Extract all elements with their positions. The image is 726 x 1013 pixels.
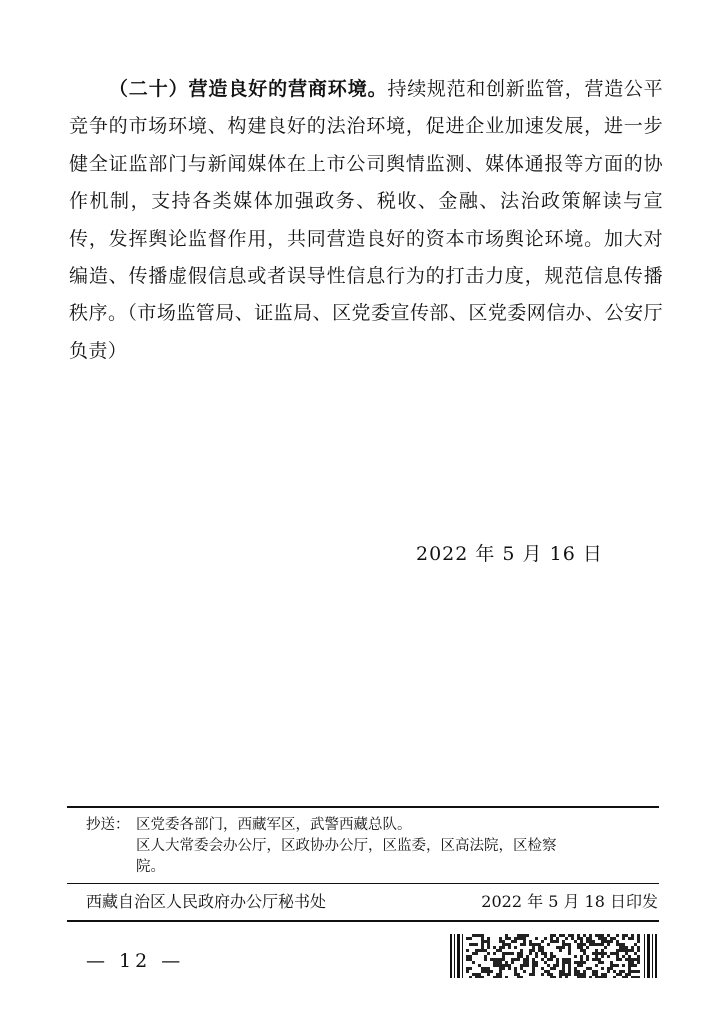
cc-label: 抄送： — [86, 817, 130, 833]
barcode-right-bars — [644, 934, 657, 978]
barcode-left-bars — [450, 934, 463, 978]
cc-line-1: 区党委各部门，西藏军区，武警西藏总队。 — [136, 817, 412, 833]
section-content: 持续规范和创新监管，营造公平竞争的市场环境、构建良好的法治环境，促进企业加速发展，进一步健全证监部门与新闻媒体在上市公司舆情监测、媒体通报等方面的协作机制，支持各类媒体加强政务、税收、金融、法治政策解读与宣传，发挥舆论监督作用，共同营造良好的资本市场舆论环境。加大对编造、传播虚假信息或者误导性信息行为的打击力度，规范信息传播秩序。（市场监管局、证监局、区党委宣传部、区党委网信办、公安厅负责） — [69, 78, 663, 362]
barcode-icon — [450, 934, 657, 978]
page-number: — 12 — — [86, 950, 185, 972]
print-date: 2022 年 5 月 18 日印发 — [481, 892, 658, 911]
cc-line-2: 区人大常委会办公厅，区政协办公厅，区监委，区高法院，区检察 — [136, 838, 557, 854]
cc-line-3: 院。 — [136, 859, 165, 875]
divider-top — [67, 806, 659, 808]
divider-middle — [67, 883, 659, 884]
barcode-pattern — [466, 934, 640, 978]
divider-bottom — [67, 920, 659, 922]
issuer-office: 西藏自治区人民政府办公厅秘书处 — [86, 892, 327, 911]
signature-date: 2022 年 5 月 16 日 — [416, 543, 603, 565]
body-text — [69, 71, 663, 370]
section-paragraph — [69, 71, 663, 370]
section-heading: （二十）营造良好的营商环境。 — [108, 78, 388, 100]
